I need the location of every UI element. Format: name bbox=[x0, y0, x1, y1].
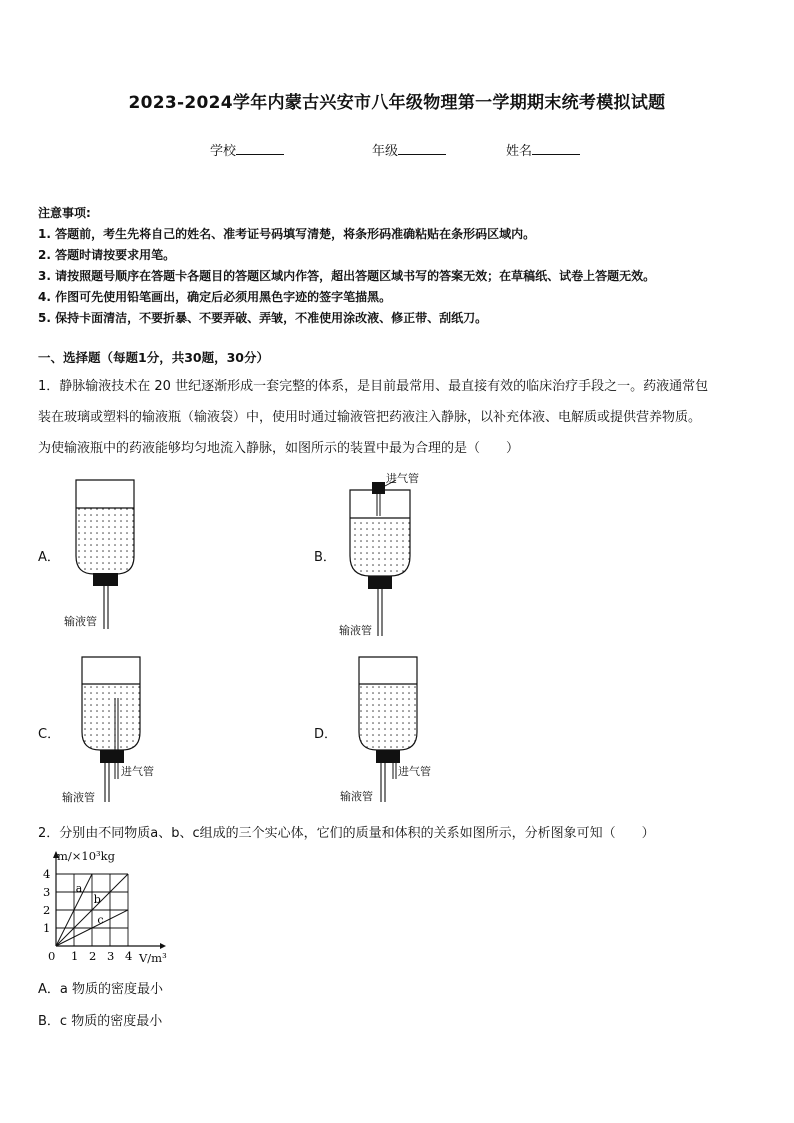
y-axis-label: m/×10³kg bbox=[57, 849, 115, 863]
series-label-a: a bbox=[75, 882, 83, 895]
stopper bbox=[93, 573, 118, 586]
bottle-b-diagram bbox=[334, 466, 444, 641]
series-label-c: c bbox=[97, 913, 104, 927]
series-label-b: b bbox=[93, 892, 101, 906]
question-1-line: 1．静脉输液技术在 20 世纪逐渐形成一套完整的体系，是目前最常用、最直接有效的临床治疗手段之一。药液通常包 bbox=[38, 379, 709, 394]
school-field[interactable] bbox=[210, 140, 284, 159]
school-label: 学校 bbox=[210, 144, 237, 159]
note-item: 4. 作图可先使用铅笔画出，确定后必须用黑色字迹的签字笔描黑。 bbox=[38, 290, 392, 304]
option-a-label[interactable]: A． bbox=[38, 550, 60, 565]
x-tick-label: 4 bbox=[125, 949, 133, 963]
bottle-d-diagram bbox=[334, 654, 444, 804]
vent-label: 进气管 bbox=[386, 472, 419, 485]
bottle-a-diagram bbox=[58, 476, 158, 632]
note-item: 5. 保持卡面清洁，不要折暴、不要弄破、弄皱，不准使用涂改液、修正带、刮纸刀。 bbox=[38, 311, 488, 325]
vent-label: 进气管 bbox=[398, 765, 431, 778]
origin-label: 0 bbox=[48, 949, 56, 963]
tube-label: 输液管 bbox=[339, 624, 372, 637]
x-tick-label: 1 bbox=[71, 949, 79, 963]
bottle-c-diagram bbox=[58, 654, 168, 804]
x-tick-label: 2 bbox=[89, 949, 97, 963]
question-1-line: 装在玻璃或塑料的输液瓶（输液袋）中，使用时通过输液管把药液注入静脉，以补充体液、电解质或提供营养物质。 bbox=[38, 410, 702, 425]
notes-heading: 注意事项: bbox=[38, 206, 91, 220]
name-field[interactable] bbox=[506, 140, 580, 159]
y-tick-label: 4 bbox=[43, 867, 51, 881]
x-tick-label: 3 bbox=[107, 949, 115, 963]
option-d-label[interactable]: D． bbox=[314, 727, 338, 742]
option-c-label[interactable]: C． bbox=[38, 727, 61, 742]
tube-label: 输液管 bbox=[62, 791, 95, 804]
note-item: 3. 请按照题号顺序在答题卡各题目的答题区域内作答，超出答题区域书写的答案无效；在草稿纸、试卷上答题无效。 bbox=[38, 269, 656, 283]
note-item: 2. 答题时请按要求用笔。 bbox=[38, 248, 176, 262]
option-b-label[interactable]: B． bbox=[314, 550, 336, 565]
vent-label: 进气管 bbox=[121, 765, 154, 778]
q2-option-b[interactable]: B．c 物质的密度最小 bbox=[38, 1014, 163, 1029]
q2-option-a[interactable]: A．a 物质的密度最小 bbox=[38, 982, 163, 997]
y-tick-label: 1 bbox=[43, 921, 51, 935]
section-heading: 一、选择题（每题1分，共30题，30分） bbox=[38, 350, 269, 365]
note-item: 1. 答题前，考生先将自己的姓名、准考证号码填写清楚，将条形码准确粘贴在条形码区域内。 bbox=[38, 227, 536, 241]
tube-label: 输液管 bbox=[340, 790, 373, 803]
name-label: 姓名 bbox=[506, 144, 533, 159]
question-2-text: 2．分别由不同物质a、b、c组成的三个实心体，它们的质量和体积的关系如图所示，分析图象可知（ ） bbox=[38, 826, 655, 841]
graph-axes bbox=[53, 851, 166, 949]
question-1-line: 为使输液瓶中的药液能够均匀地流入静脉，如图所示的装置中最为合理的是（ ） bbox=[38, 441, 520, 456]
mass-volume-graph bbox=[40, 846, 180, 970]
page-title: 2023-2024学年内蒙古兴安市八年级物理第一学期期末统考模拟试题 bbox=[128, 93, 666, 113]
grade-blank[interactable] bbox=[398, 143, 446, 155]
grade-field[interactable] bbox=[372, 140, 446, 159]
x-axis-label: V/m³ bbox=[139, 951, 167, 965]
school-blank[interactable] bbox=[236, 143, 284, 155]
tube-label: 输液管 bbox=[64, 615, 97, 628]
y-tick-label: 3 bbox=[43, 885, 51, 899]
grade-label: 年级 bbox=[372, 144, 399, 159]
y-tick-label: 2 bbox=[43, 903, 51, 917]
name-blank[interactable] bbox=[532, 143, 580, 155]
